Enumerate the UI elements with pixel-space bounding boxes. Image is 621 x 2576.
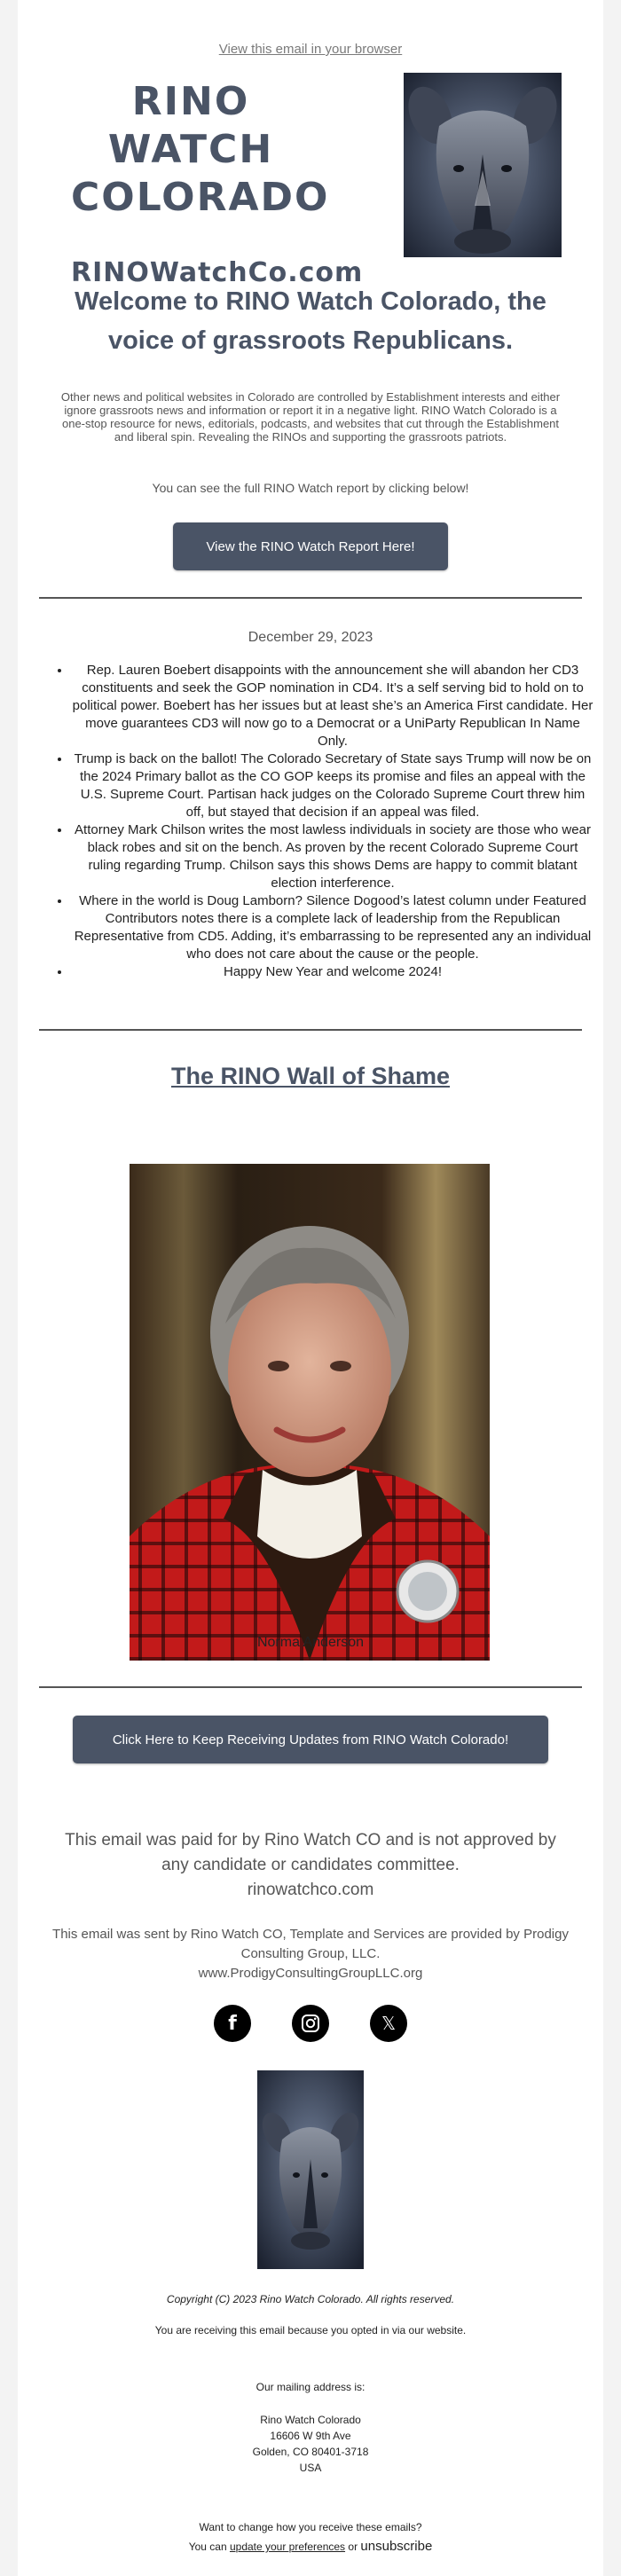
sent-by-disclaimer (44, 1925, 577, 1983)
news-item: • Where in the world is Doug Lamborn? Silence Dogood’s latest column under Featured Contributors notes there is a complete lack of leadership from the Republican Representative from CD5. Adding, it’s embarrassing to be represented any an individual who does not care about the cause or the people. (71, 892, 594, 963)
rhino-logo-image (404, 73, 562, 257)
facebook-icon[interactable] (214, 2005, 251, 2042)
brand-line-2: COLORADO (71, 175, 330, 220)
sent-by-text: This email was sent by Rino Watch CO, Template and Services are provided by Prodigy Consulting Group, LLC. (52, 1927, 569, 1961)
unsubscribe-link[interactable]: unsubscribe (360, 2539, 433, 2554)
address-line: 16606 W 9th Ave (270, 2430, 351, 2442)
news-item: • Rep. Lauren Boebert disappoints with the announcement she will abandon her CD3 constituents and seek the GOP nomination in CD4. It’s a self serving bid to hold on to political power. Boebert has her issues but at least she’s an America First candidate. Her move guarantees CD3 will now go to a Democrat or a UniParty Republican In Name Only. (71, 662, 594, 750)
address-line: Golden, CO 80401-3718 (252, 2446, 369, 2458)
view-report-button[interactable]: View the RINO Watch Report Here! (173, 522, 448, 570)
change-prefs-question: Want to change how you receive these emails? (199, 2521, 422, 2533)
news-date: December 29, 2023 (248, 630, 373, 645)
brand-block (71, 78, 364, 288)
photo-caption: Norma Anderson (256, 1635, 365, 1650)
wall-of-shame-title[interactable]: The RINO Wall of Shame (170, 1063, 451, 1089)
instagram-glyph (301, 2014, 320, 2033)
mailing-address-label: Our mailing address is: (255, 2381, 366, 2393)
update-preferences-link[interactable]: update your preferences (229, 2541, 346, 2553)
news-item: • Attorney Mark Chilson writes the most lawless individuals in society are those who wear black robes and sit on the bench. As proven by the recent Colorado Supreme Court ruling regarding Trump. Chilson says this shows Dems are happy to commit blatant election interference. (71, 821, 594, 892)
intro-paragraph: Other news and political websites in Colorado are controlled by Establishment interests and either ignore grassroots news and information or report it in a negative light. RINO Watch Colorado is a one-stop resource for news, editorials, podcasts, and websites that cut through the Establishment and liberal spin. Revealing the RINOs and supporting the grassroots patriots. (60, 390, 561, 444)
brand-url[interactable]: RINOWatchCo.com (71, 257, 364, 288)
facebook-glyph: f (228, 2012, 237, 2035)
keep-receiving-button[interactable]: Click Here to Keep Receiving Updates from RINO Watch Colorado! (73, 1716, 548, 1763)
x-icon[interactable] (370, 2005, 407, 2042)
address-line: USA (299, 2462, 322, 2474)
view-in-browser-link[interactable]: View this email in your browser (218, 42, 403, 57)
paid-for-text: This email was paid for by Rino Watch CO and is not approved by any candidate or candidates committee. (65, 1831, 556, 1874)
address-line: Rino Watch Colorado (260, 2414, 361, 2426)
website-link[interactable]: rinowatchco.com (247, 1881, 374, 1899)
news-list (53, 662, 594, 981)
footer-rhino-image (257, 2070, 364, 2269)
mailing-address (18, 2412, 603, 2476)
news-item: • Trump is back on the ballot! The Colorado Secretary of State says Trump will now be on the 2024 Primary ballot as the CO GOP keeps its promise and files an appeal with the U.S. Supreme Court. Partisan hack judges on the Colorado Supreme Court threw him off, but stayed that decision if an appeal was filed. (71, 750, 594, 821)
or-text: or (348, 2541, 358, 2553)
instagram-icon[interactable] (292, 2005, 329, 2042)
news-item: • Happy New Year and welcome 2024! (71, 963, 594, 981)
paid-for-disclaimer (53, 1828, 568, 1903)
prodigy-link[interactable]: www.ProdigyConsultingGroupLLC.org (198, 1966, 423, 1981)
you-can-text: You can (188, 2541, 227, 2553)
see-full-report-text: You can see the full RINO Watch report by clicking below! (152, 481, 469, 495)
divider (39, 1686, 582, 1688)
divider (39, 1029, 582, 1031)
portrait-photo (130, 1164, 490, 1661)
x-glyph: 𝕏 (381, 2013, 397, 2034)
welcome-title: Welcome to RINO Watch Colorado, the voice of grassroots Republicans. (75, 287, 546, 355)
copyright-text: Copyright (C) 2023 Rino Watch Colorado. All rights reserved. (166, 2293, 455, 2305)
prefs-line (18, 2539, 603, 2554)
opted-in-text: You are receiving this email because you opted in via our website. (154, 2324, 467, 2336)
divider (39, 597, 582, 599)
brand-line-1: RINO WATCH (107, 79, 274, 172)
email-body (18, 0, 603, 2576)
